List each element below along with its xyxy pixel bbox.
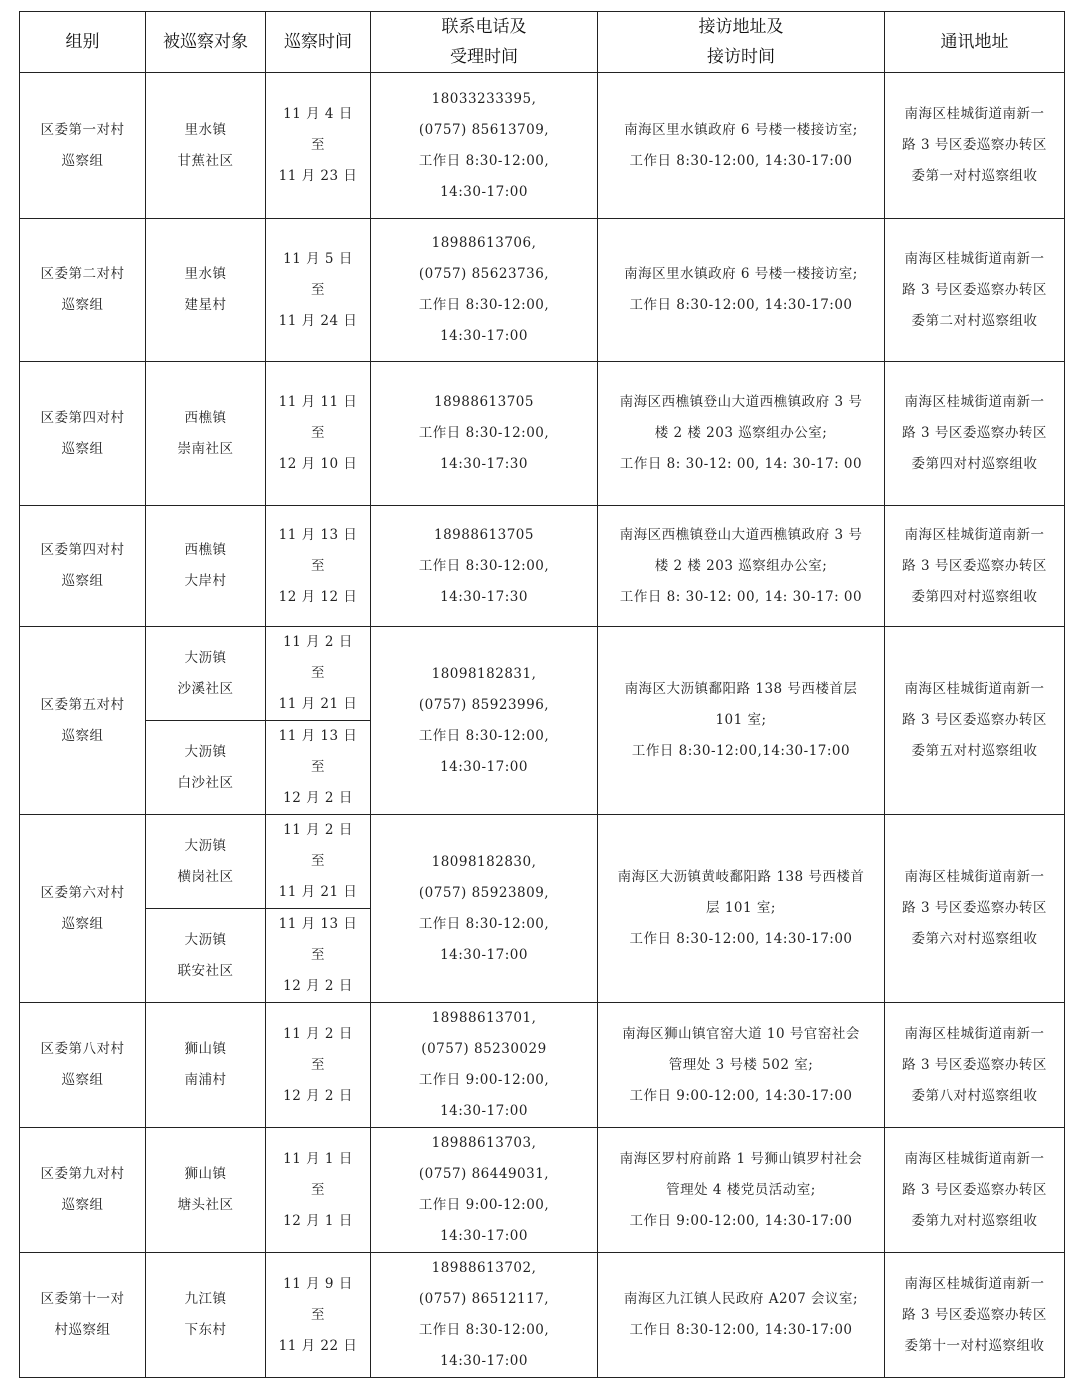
period-cell-line: 至 [311, 425, 325, 441]
group-cell-line: 区委第六对村 [40, 884, 125, 901]
phone-cell-line: (0757) 85923996, [418, 696, 550, 713]
mail-address-cell-line: 委第二对村巡察组收 [911, 312, 1038, 329]
visit-address-cell [598, 627, 885, 815]
period-cell [266, 815, 371, 909]
visit-address-cell-line: 管理处 3 号楼 502 室; [668, 1056, 814, 1073]
period-cell [266, 909, 371, 1003]
visit-address-cell-line: 工作日 9:00-12:00, 14:30-17:00 [629, 1212, 853, 1229]
visit-address-cell-line: 工作日 8:30-12:00, 14:30-17:00 [629, 152, 853, 169]
phone-cell-line: (0757) 85230029 [421, 1041, 547, 1057]
period-cell-line: 至 [311, 947, 325, 963]
visit-address-cell-line: 楼 2 楼 203 巡察组办公室; [654, 425, 828, 441]
target-cell-line: 大岸村 [184, 573, 227, 589]
period-cell-line: 12 月 12 日 [278, 588, 358, 605]
header-period: 巡察时间 [266, 12, 371, 73]
target-cell [146, 506, 266, 627]
phone-cell-line: 工作日 8:30-12:00, [418, 557, 550, 574]
group-cell [20, 1253, 146, 1378]
mail-address-cell-line: 路 3 号区委巡察办转区 [902, 557, 1047, 574]
group-cell-line: 区委第四对村 [40, 542, 125, 558]
visit-address-cell-line: 南海区西樵镇登山大道西樵镇政府 3 号 [619, 526, 863, 543]
period-cell-line: 12 月 1 日 [283, 1212, 353, 1229]
period-cell [266, 506, 371, 627]
visit-address-cell-line: 管理处 4 楼党员活动室; [666, 1181, 816, 1198]
phone-cell-line: 14:30-17:00 [440, 183, 528, 200]
target-cell [146, 1003, 266, 1128]
target-cell-line: 横岗社区 [177, 868, 234, 885]
visit-address-cell [598, 815, 885, 1003]
group-cell-line: 巡察组 [61, 1072, 104, 1088]
mail-address-cell [885, 219, 1065, 362]
target-cell [146, 815, 266, 909]
mail-address-cell-line: 路 3 号区委巡察办转区 [902, 137, 1047, 153]
mail-address-cell-line: 南海区桂城街道南新一 [904, 681, 1045, 697]
group-cell-line: 区委第一对村 [40, 121, 125, 138]
target-cell-line: 里水镇 [184, 266, 227, 282]
table-row [20, 506, 1065, 627]
target-cell-line: 下东村 [184, 1322, 227, 1338]
target-cell-line: 狮山镇 [184, 1166, 227, 1182]
phone-cell-line: 14:30-17:30 [440, 588, 528, 605]
header-mail: 通讯地址 [885, 12, 1065, 73]
visit-address-cell [598, 1128, 885, 1253]
target-cell-line: 沙溪社区 [177, 680, 234, 697]
period-cell-line: 11 月 9 日 [283, 1275, 353, 1292]
group-cell-line: 巡察组 [61, 1197, 104, 1213]
visit-address-cell [598, 362, 885, 506]
group-cell [20, 627, 146, 815]
mail-address-cell [885, 362, 1065, 506]
visit-address-cell-line: 南海区大沥镇鄱阳路 138 号西楼首层 [624, 681, 858, 697]
target-cell-line: 南浦村 [184, 1072, 227, 1088]
phone-cell-line: (0757) 86512117, [418, 1291, 550, 1307]
period-cell-line: 11 月 1 日 [283, 1150, 353, 1167]
period-cell-line: 11 月 23 日 [278, 168, 358, 184]
period-cell-line: 12 月 2 日 [283, 1087, 353, 1104]
visit-address-cell [598, 1003, 885, 1128]
period-cell [266, 362, 371, 506]
phone-cell [371, 1253, 598, 1378]
group-cell [20, 73, 146, 219]
visit-address-cell-line: 南海区里水镇政府 6 号楼一楼接访室; [624, 121, 858, 138]
target-cell [146, 721, 266, 815]
group-cell-line: 区委第五对村 [40, 696, 125, 713]
mail-address-cell [885, 1003, 1065, 1128]
group-cell-line: 村巡察组 [54, 1322, 111, 1338]
period-cell-line: 至 [311, 1306, 325, 1323]
visit-address-cell-line: 南海区大沥镇黄岐鄱阳路 138 号西楼首 [617, 869, 865, 885]
mail-address-cell-line: 南海区桂城街道南新一 [904, 526, 1045, 543]
period-cell [266, 1003, 371, 1128]
phone-cell-line: 工作日 8:30-12:00, [418, 425, 550, 441]
mail-address-cell-line: 路 3 号区委巡察办转区 [902, 712, 1047, 728]
phone-cell-line: 14:30-17:00 [440, 328, 528, 344]
phone-cell-line: 18988613701, [431, 1010, 537, 1026]
mail-address-cell-line: 委第九对村巡察组收 [911, 1212, 1038, 1229]
target-cell-line: 狮山镇 [184, 1041, 227, 1057]
visit-address-cell [598, 506, 885, 627]
mail-address-cell-line: 南海区桂城街道南新一 [904, 1025, 1045, 1042]
header-row [20, 12, 1065, 73]
phone-cell [371, 1003, 598, 1128]
inspection-schedule-table [19, 11, 1065, 1378]
phone-cell-line: (0757) 85613709, [418, 121, 550, 138]
phone-cell-line: (0757) 86449031, [418, 1166, 550, 1182]
target-cell-line: 大沥镇 [184, 837, 227, 854]
target-cell-line: 大沥镇 [184, 743, 227, 760]
group-cell [20, 506, 146, 627]
group-cell-line: 巡察组 [61, 573, 104, 589]
period-cell-line: 至 [311, 137, 325, 153]
mail-address-cell-line: 委第六对村巡察组收 [911, 931, 1038, 947]
visit-address-cell-line: 南海区西樵镇登山大道西樵镇政府 3 号 [619, 394, 863, 410]
group-cell-line: 区委第四对村 [40, 409, 125, 426]
target-cell-line: 西樵镇 [184, 409, 227, 426]
target-cell-line: 崇南社区 [177, 440, 234, 457]
mail-address-cell [885, 73, 1065, 219]
header-group: 组别 [20, 12, 146, 73]
mail-address-cell-line: 南海区桂城街道南新一 [904, 250, 1045, 267]
phone-cell-line: 工作日 8:30-12:00, [418, 297, 550, 313]
phone-cell-line: 工作日 8:30-12:00, [418, 727, 550, 744]
period-cell [266, 627, 371, 721]
period-cell [266, 219, 371, 362]
group-cell-line: 区委第九对村 [40, 1166, 125, 1182]
header-phone: 联系电话及 受理时间 [371, 12, 598, 73]
header-visit: 接访地址及 接访时间 [598, 12, 885, 73]
group-cell-line: 巡察组 [61, 440, 104, 457]
mail-address-cell-line: 路 3 号区委巡察办转区 [902, 900, 1047, 916]
period-cell [266, 721, 371, 815]
mail-address-cell-line: 委第十一对村巡察组收 [904, 1337, 1045, 1354]
table-row [20, 815, 1065, 909]
group-cell [20, 362, 146, 506]
mail-address-cell-line: 委第五对村巡察组收 [911, 743, 1038, 759]
phone-cell-line: 18033233395, [431, 90, 537, 107]
visit-address-cell-line: 工作日 8:30-12:00, 14:30-17:00 [629, 931, 853, 947]
group-cell [20, 1128, 146, 1253]
mail-address-cell-line: 路 3 号区委巡察办转区 [902, 1181, 1047, 1198]
mail-address-cell-line: 路 3 号区委巡察办转区 [902, 1306, 1047, 1323]
target-cell-line: 九江镇 [184, 1291, 227, 1307]
header-target: 被巡察对象 [146, 12, 266, 73]
mail-address-cell [885, 1253, 1065, 1378]
period-cell-line: 至 [311, 665, 325, 681]
phone-cell-line: 工作日 9:00-12:00, [418, 1197, 550, 1213]
phone-cell-line: 18988613705 [434, 526, 534, 543]
period-cell-line: 11 月 21 日 [278, 884, 358, 900]
phone-cell-line: 14:30-17:00 [440, 1353, 528, 1369]
mail-address-cell-line: 南海区桂城街道南新一 [904, 394, 1045, 410]
table-row [20, 219, 1065, 362]
visit-address-cell-line: 工作日 8:30-12:00,14:30-17:00 [631, 743, 851, 759]
mail-address-cell-line: 路 3 号区委巡察办转区 [902, 425, 1047, 441]
period-cell-line: 至 [311, 557, 325, 574]
phone-cell-line: 14:30-17:00 [440, 946, 528, 963]
period-cell-line: 11 月 24 日 [278, 312, 358, 329]
phone-cell [371, 1128, 598, 1253]
mail-address-cell [885, 506, 1065, 627]
visit-address-cell-line: 工作日 8:30-12:00, 14:30-17:00 [629, 1322, 853, 1338]
phone-cell-line: (0757) 85623736, [418, 266, 550, 282]
visit-address-cell [598, 73, 885, 219]
phone-cell-line: 18988613706, [431, 235, 537, 251]
table-row [20, 73, 1065, 219]
phone-cell [371, 362, 598, 506]
visit-address-cell-line: 101 室; [715, 712, 767, 728]
mail-address-cell-line: 路 3 号区委巡察办转区 [902, 1056, 1047, 1073]
mail-address-cell-line: 南海区桂城街道南新一 [904, 1275, 1045, 1292]
table-row [20, 1253, 1065, 1378]
period-cell-line: 12 月 10 日 [278, 456, 358, 472]
phone-cell-line: 14:30-17:00 [440, 758, 528, 775]
group-cell-line: 巡察组 [61, 152, 104, 169]
mail-address-cell-line: 南海区桂城街道南新一 [904, 1150, 1045, 1167]
mail-address-cell-line: 路 3 号区委巡察办转区 [902, 281, 1047, 298]
phone-cell-line: 18098182830, [431, 853, 537, 870]
group-cell-line: 巡察组 [61, 297, 104, 313]
mail-address-cell [885, 627, 1065, 815]
period-cell-line: 至 [311, 281, 325, 298]
phone-cell-line: 18988613702, [431, 1260, 537, 1276]
period-cell-line: 11 月 2 日 [283, 634, 353, 650]
phone-cell-line: (0757) 85923809, [418, 884, 550, 901]
mail-address-cell-line: 委第八对村巡察组收 [911, 1087, 1038, 1104]
phone-cell-line: 14:30-17:00 [440, 1228, 528, 1244]
table-row [20, 627, 1065, 721]
phone-cell-line: 14:30-17:00 [440, 1103, 528, 1119]
period-cell-line: 11 月 13 日 [278, 526, 358, 543]
period-cell [266, 1128, 371, 1253]
period-cell-line: 12 月 2 日 [283, 790, 353, 806]
period-cell-line: 12 月 2 日 [283, 978, 353, 994]
period-cell-line: 11 月 5 日 [283, 250, 353, 267]
period-cell-line: 11 月 11 日 [278, 394, 358, 410]
period-cell [266, 1253, 371, 1378]
period-cell-line: 11 月 2 日 [283, 822, 353, 838]
mail-address-cell-line: 委第四对村巡察组收 [911, 588, 1038, 605]
phone-cell [371, 219, 598, 362]
target-cell [146, 362, 266, 506]
mail-address-cell [885, 815, 1065, 1003]
visit-address-cell-line: 南海区罗村府前路 1 号狮山镇罗村社会 [619, 1150, 863, 1167]
target-cell [146, 627, 266, 721]
phone-cell [371, 73, 598, 219]
target-cell [146, 1253, 266, 1378]
period-cell-line: 至 [311, 1181, 325, 1198]
phone-cell [371, 815, 598, 1003]
visit-address-cell-line: 工作日 8: 30-12: 00, 14: 30-17: 00 [619, 456, 863, 472]
group-cell [20, 219, 146, 362]
group-cell-line: 巡察组 [61, 915, 104, 932]
visit-address-cell-line: 楼 2 楼 203 巡察组办公室; [654, 557, 828, 574]
target-cell [146, 219, 266, 362]
group-cell [20, 815, 146, 1003]
target-cell-line: 里水镇 [184, 121, 227, 138]
target-cell [146, 73, 266, 219]
period-cell-line: 11 月 13 日 [278, 916, 358, 932]
phone-cell-line: 工作日 9:00-12:00, [418, 1072, 550, 1088]
phone-cell-line: 工作日 8:30-12:00, [418, 915, 550, 932]
period-cell-line: 至 [311, 1056, 325, 1073]
phone-cell-line: 工作日 8:30-12:00, [418, 152, 550, 169]
mail-address-cell-line: 委第四对村巡察组收 [911, 456, 1038, 472]
period-cell-line: 至 [311, 759, 325, 775]
visit-address-cell-line: 南海区九江镇人民政府 A207 会议室; [623, 1291, 859, 1307]
phone-cell-line: 18098182831, [431, 665, 537, 682]
group-cell-line: 区委第八对村 [40, 1041, 125, 1057]
target-cell-line: 白沙社区 [177, 774, 234, 791]
target-cell-line: 西樵镇 [184, 542, 227, 558]
visit-address-cell-line: 层 101 室; [706, 900, 776, 916]
visit-address-cell-line: 南海区里水镇政府 6 号楼一楼接访室; [624, 266, 858, 282]
phone-cell-line: 14:30-17:30 [440, 456, 528, 472]
visit-address-cell-line: 南海区狮山镇官窑大道 10 号官窑社会 [622, 1025, 860, 1042]
group-cell-line: 区委第十一对 [40, 1291, 125, 1307]
group-cell-line: 区委第二对村 [40, 266, 125, 282]
phone-cell [371, 506, 598, 627]
table-row [20, 1003, 1065, 1128]
target-cell [146, 1128, 266, 1253]
target-cell [146, 909, 266, 1003]
period-cell-line: 11 月 2 日 [283, 1025, 353, 1042]
mail-address-cell-line: 南海区桂城街道南新一 [904, 106, 1045, 122]
group-cell-line: 巡察组 [61, 727, 104, 744]
target-cell-line: 联安社区 [177, 962, 234, 979]
visit-address-cell-line: 工作日 9:00-12:00, 14:30-17:00 [629, 1087, 853, 1104]
target-cell-line: 大沥镇 [184, 931, 227, 948]
period-cell [266, 73, 371, 219]
target-cell-line: 建星村 [184, 297, 227, 313]
visit-address-cell [598, 219, 885, 362]
phone-cell-line: 工作日 8:30-12:00, [418, 1322, 550, 1338]
mail-address-cell-line: 南海区桂城街道南新一 [904, 869, 1045, 885]
mail-address-cell-line: 委第一对村巡察组收 [911, 168, 1038, 184]
period-cell-line: 至 [311, 853, 325, 869]
period-cell-line: 11 月 22 日 [278, 1337, 358, 1354]
group-cell [20, 1003, 146, 1128]
visit-address-cell [598, 1253, 885, 1378]
phone-cell-line: 18988613703, [431, 1135, 537, 1151]
table-row [20, 1128, 1065, 1253]
mail-address-cell [885, 1128, 1065, 1253]
visit-address-cell-line: 工作日 8: 30-12: 00, 14: 30-17: 00 [619, 588, 863, 605]
period-cell-line: 11 月 21 日 [278, 696, 358, 712]
table-body [20, 73, 1065, 1378]
phone-cell-line: 18988613705 [434, 394, 534, 410]
target-cell-line: 塘头社区 [177, 1197, 234, 1213]
period-cell-line: 11 月 13 日 [278, 728, 358, 744]
target-cell-line: 大沥镇 [184, 649, 227, 666]
target-cell-line: 甘蕉社区 [177, 152, 234, 169]
table-row [20, 362, 1065, 506]
period-cell-line: 11 月 4 日 [283, 106, 353, 122]
visit-address-cell-line: 工作日 8:30-12:00, 14:30-17:00 [629, 297, 853, 313]
phone-cell [371, 627, 598, 815]
